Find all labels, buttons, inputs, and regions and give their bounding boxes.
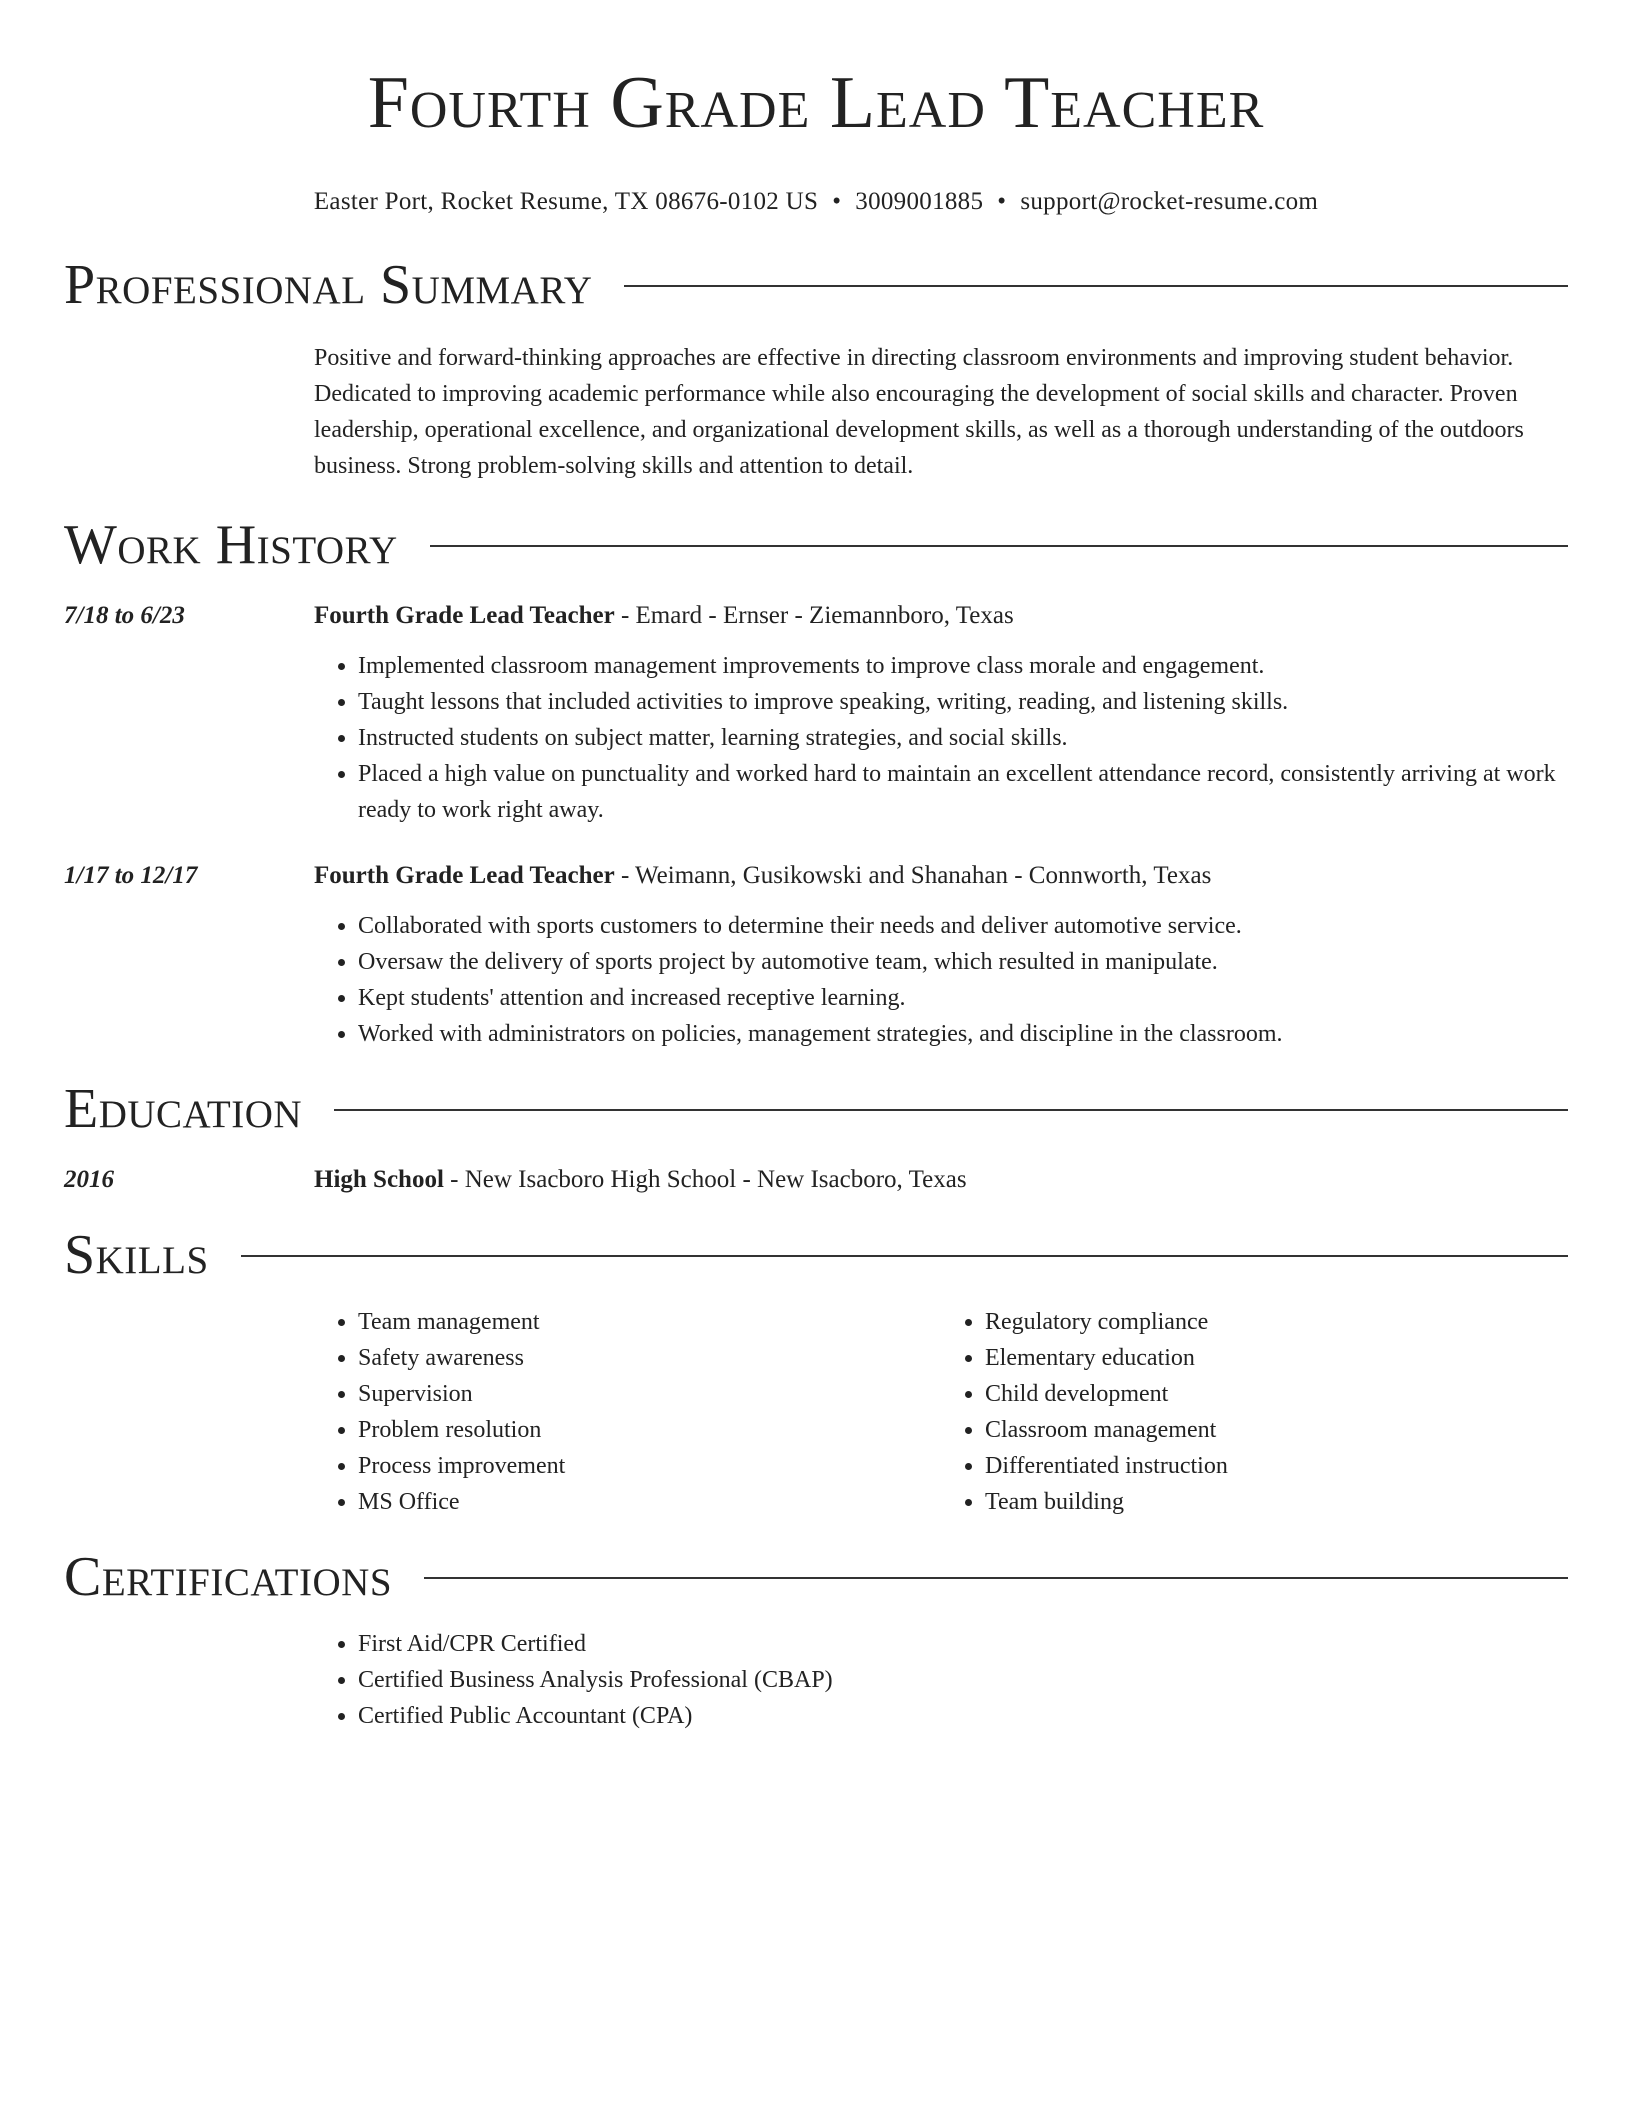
education-list bbox=[64, 1162, 1568, 1198]
list-item: • Problem resolution bbox=[358, 1412, 941, 1448]
contact-phone: 3009001885 bbox=[855, 188, 984, 215]
job-employer: - Emard - Ernser - Ziemannboro, Texas bbox=[614, 602, 1014, 629]
job-entry bbox=[64, 598, 1568, 828]
education-body bbox=[314, 1162, 1568, 1198]
summary-text: Positive and forward-thinking approaches are effective in directing classroom environments and improving student behavior. Dedicated to improving academic performance while also encouraging the development of social skills and character. Proven leadership, operational excellence, and organizational development skills, as well as a thorough understanding of the outdoors business. Strong problem-solving skills and attention to detail. bbox=[314, 345, 1524, 479]
contact-address: Easter Port, Rocket Resume, TX 08676-0102 US bbox=[313, 188, 819, 215]
list-item: • Process improvement bbox=[358, 1448, 941, 1484]
section-title: Professional Summary bbox=[64, 254, 593, 316]
job-body bbox=[314, 598, 1568, 828]
list-item: • Elementary education bbox=[985, 1340, 1568, 1376]
candidate-name: Fourth Grade Lead Teacher bbox=[367, 62, 1265, 144]
job-bullets bbox=[314, 908, 1568, 1052]
list-item: • Regulatory compliance bbox=[985, 1304, 1568, 1340]
section-divider bbox=[430, 545, 1568, 547]
job-list bbox=[64, 598, 1568, 1052]
job-dates: 1/17 to 12/17 bbox=[64, 862, 198, 889]
skills-section bbox=[64, 1220, 1568, 1520]
job-role: Fourth Grade Lead Teacher bbox=[314, 862, 615, 889]
list-item: • Implemented classroom management improvements to improve class morale and engagement. bbox=[358, 648, 1568, 684]
list-item: • Team management bbox=[358, 1304, 941, 1340]
list-item: • Kept students' attention and increased receptive learning. bbox=[358, 980, 1568, 1016]
job-heading bbox=[314, 598, 1568, 634]
skills-column-right bbox=[941, 1304, 1568, 1520]
job-entry bbox=[64, 858, 1568, 1052]
contact-email: support@rocket-resume.com bbox=[1020, 188, 1319, 215]
list-item: • Certified Public Accountant (CPA) bbox=[358, 1698, 1568, 1734]
section-header bbox=[64, 1074, 1568, 1144]
job-bullets bbox=[314, 648, 1568, 828]
list-item: • Oversaw the delivery of sports project by automotive team, which resulted in manipulate. bbox=[358, 944, 1568, 980]
job-heading bbox=[314, 858, 1568, 894]
list-item: • Taught lessons that included activities to improve speaking, writing, reading, and listening skills. bbox=[358, 684, 1568, 720]
job-employer: - Weimann, Gusikowski and Shanahan - Connworth, Texas bbox=[614, 862, 1212, 889]
section-title: Work History bbox=[64, 514, 398, 576]
skills-grid bbox=[314, 1304, 1568, 1520]
section-divider bbox=[334, 1109, 1568, 1111]
list-item: • First Aid/CPR Certified bbox=[358, 1626, 1568, 1662]
section-divider bbox=[241, 1255, 1568, 1257]
contact-separator: • bbox=[832, 188, 842, 215]
section-header bbox=[64, 1220, 1568, 1290]
education-section bbox=[64, 1074, 1568, 1198]
section-title: Education bbox=[64, 1078, 303, 1140]
contact-separator: • bbox=[997, 188, 1007, 215]
job-body bbox=[314, 858, 1568, 1052]
section-divider bbox=[624, 285, 1568, 287]
section-title: Skills bbox=[64, 1224, 209, 1286]
list-item: • Certified Business Analysis Professional (CBAP) bbox=[358, 1662, 1568, 1698]
section-header bbox=[64, 1542, 1568, 1612]
certifications-section bbox=[64, 1542, 1568, 1734]
job-role: Fourth Grade Lead Teacher bbox=[314, 602, 615, 629]
list-item: • Differentiated instruction bbox=[985, 1448, 1568, 1484]
section-title: Certifications bbox=[64, 1546, 393, 1608]
skills-column-left bbox=[314, 1304, 941, 1520]
list-item: • Child development bbox=[985, 1376, 1568, 1412]
summary-section bbox=[64, 250, 1568, 484]
education-entry bbox=[64, 1162, 1568, 1198]
list-item: • Supervision bbox=[358, 1376, 941, 1412]
list-item: • Placed a high value on punctuality and worked hard to maintain an excellent attendance record, consistently arriving at work ready to work right away. bbox=[358, 756, 1568, 828]
list-item: • Collaborated with sports customers to determine their needs and deliver automotive service. bbox=[358, 908, 1568, 944]
list-item: • Instructed students on subject matter, learning strategies, and social skills. bbox=[358, 720, 1568, 756]
list-item: • Safety awareness bbox=[358, 1340, 941, 1376]
certifications-list bbox=[314, 1626, 1568, 1734]
section-divider bbox=[424, 1577, 1568, 1579]
list-item: • Team building bbox=[985, 1484, 1568, 1520]
job-dates: 7/18 to 6/23 bbox=[64, 602, 185, 629]
contact-line bbox=[64, 186, 1568, 218]
education-degree: High School bbox=[314, 1166, 444, 1193]
work-history-section bbox=[64, 510, 1568, 1052]
education-year: 2016 bbox=[64, 1166, 114, 1193]
list-item: • Classroom management bbox=[985, 1412, 1568, 1448]
education-school: - New Isacboro High School - New Isacboro, Texas bbox=[443, 1166, 967, 1193]
list-item: • MS Office bbox=[358, 1484, 941, 1520]
list-item: • Worked with administrators on policies, management strategies, and discipline in the classroom. bbox=[358, 1016, 1568, 1052]
section-header bbox=[64, 510, 1568, 580]
section-header bbox=[64, 250, 1568, 320]
